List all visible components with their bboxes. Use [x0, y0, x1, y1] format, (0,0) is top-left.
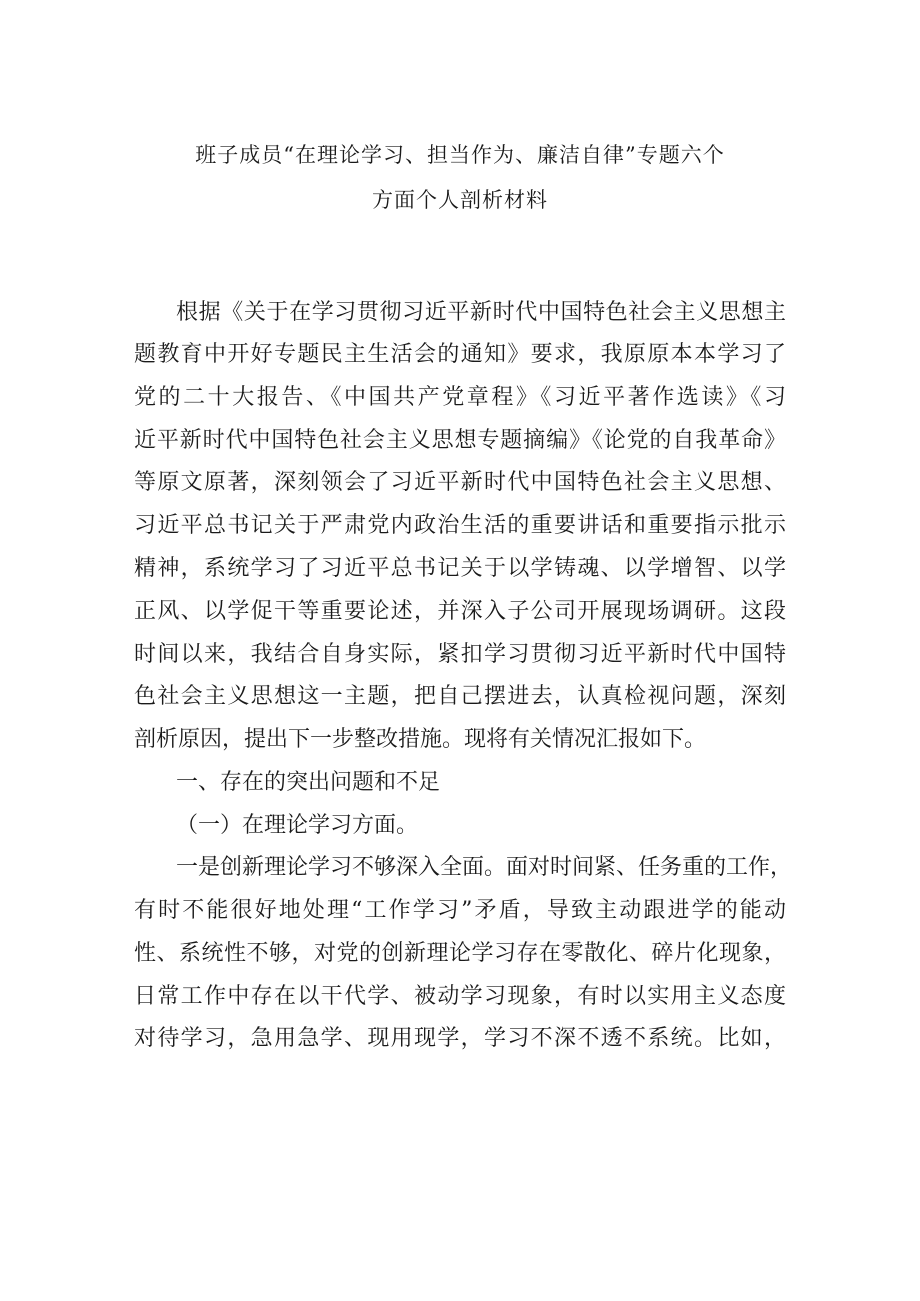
intro-line: 等原文原著，深刻领会了习近平新时代中国特色社会主义思想、	[134, 470, 786, 495]
intro-line: 题教育中开好专题民主生活会的通知》要求，我原原本本学习了	[134, 342, 786, 367]
document-title-line-2: 方面个人剖析材料	[372, 188, 548, 212]
intro-line: 习近平总书记关于严肃党内政治生活的重要讲话和重要指示批示	[134, 513, 786, 538]
intro-line: 根据《关于在学习贯彻习近平新时代中国特色社会主义思想主	[176, 300, 786, 325]
body-line: 有时不能很好地处理“工作学习”矛盾，导致主动跟进学的能动	[134, 898, 786, 923]
intro-line: 剖析原因，提出下一步整改措施。现将有关情况汇报如下。	[134, 727, 707, 752]
body-line: 一是创新理论学习不够深入全面。面对时间紧、任务重的工作，	[176, 855, 793, 880]
document-title-line-1: 班子成员“在理论学习、担当作为、廉洁自律”专题六个	[195, 143, 725, 167]
subsection-heading: （一）在理论学习方面。	[176, 813, 419, 838]
intro-line: 色社会主义思想这一主题，把自己摆进去，认真检视问题，深刻	[134, 684, 786, 709]
section-heading: 一、存在的突出问题和不足	[176, 770, 441, 795]
intro-line: 近平新时代中国特色社会主义思想专题摘编》《论党的自我革命》	[134, 428, 786, 453]
intro-line: 精神，系统学习了习近平总书记关于以学铸魂、以学增智、以学	[134, 556, 786, 581]
body-line: 日常工作中存在以干代学、被动学习现象，有时以实用主义态度	[134, 984, 786, 1009]
intro-line: 正风、以学促干等重要论述，并深入子公司开展现场调研。这段	[134, 599, 786, 624]
intro-line: 党的二十大报告、《中国共产党章程》《习近平著作选读》《习	[134, 385, 786, 410]
intro-line: 时间以来，我结合自身实际，紧扣学习贯彻习近平新时代中国特	[134, 642, 786, 667]
body-line: 对待学习，急用急学、现用现学，学习不深不透不系统。比如，	[134, 1026, 786, 1051]
body-line: 性、系统性不够，对党的创新理论学习存在零散化、碎片化现象，	[134, 941, 786, 966]
